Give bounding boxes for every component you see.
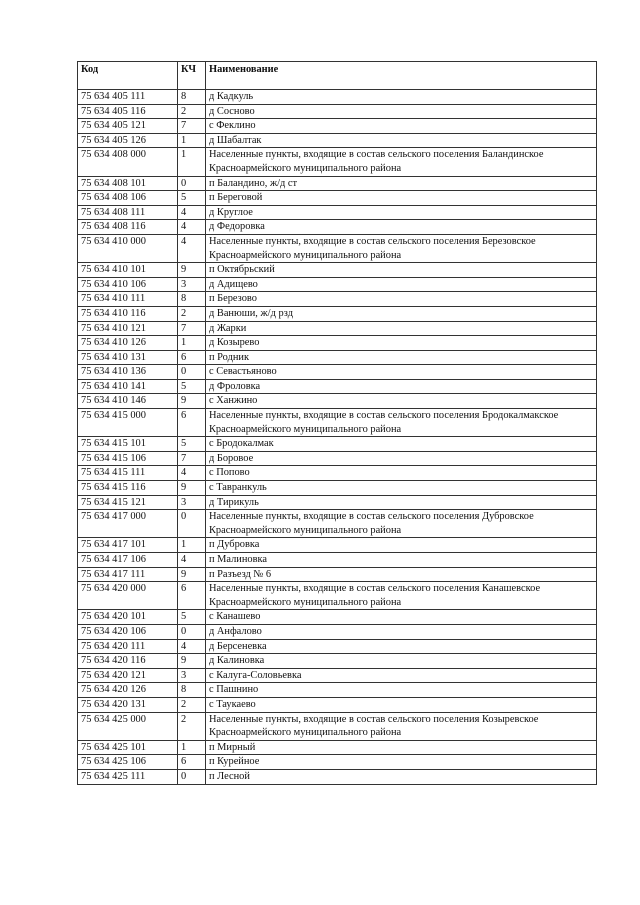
cell-code: 75 634 408 116 [78, 220, 178, 235]
table-row [78, 350, 597, 365]
cell-kch: 2 [178, 306, 206, 321]
cell-kch: 0 [178, 365, 206, 380]
cell-kch: 1 [178, 133, 206, 148]
cell-kch: 3 [178, 495, 206, 510]
table-row [78, 755, 597, 770]
cell-code: 75 634 420 111 [78, 639, 178, 654]
cell-code: 75 634 410 106 [78, 277, 178, 292]
cell-name: с Ханжино [206, 394, 597, 409]
cell-code: 75 634 410 116 [78, 306, 178, 321]
cell-name: Населенные пункты, входящие в состав сельского поселения Баландинское Красноармейского муниципального района [206, 148, 597, 176]
cell-name: с Попово [206, 466, 597, 481]
table-row [78, 538, 597, 553]
table-row [78, 292, 597, 307]
cell-kch: 0 [178, 624, 206, 639]
cell-kch: 3 [178, 277, 206, 292]
cell-name: п Лесной [206, 769, 597, 784]
table-row [78, 639, 597, 654]
cell-name: с Феклино [206, 119, 597, 134]
cell-name: п Октябрьский [206, 263, 597, 278]
table-row [78, 104, 597, 119]
cell-kch: 1 [178, 740, 206, 755]
table-row [78, 437, 597, 452]
table-row [78, 409, 597, 437]
cell-name: п Береговой [206, 191, 597, 206]
table-row [78, 119, 597, 134]
cell-name: д Козырево [206, 336, 597, 351]
cell-kch: 6 [178, 350, 206, 365]
cell-name: п Баландино, ж/д ст [206, 176, 597, 191]
cell-code: 75 634 405 126 [78, 133, 178, 148]
cell-code: 75 634 408 106 [78, 191, 178, 206]
cell-kch: 9 [178, 481, 206, 496]
table-row [78, 263, 597, 278]
cell-name: п Малиновка [206, 553, 597, 568]
cell-code: 75 634 417 111 [78, 567, 178, 582]
cell-code: 75 634 425 111 [78, 769, 178, 784]
cell-code: 75 634 410 000 [78, 234, 178, 262]
cell-kch: 9 [178, 654, 206, 669]
cell-code: 75 634 405 111 [78, 90, 178, 105]
cell-name: с Пашнино [206, 683, 597, 698]
cell-name: д Кадкуль [206, 90, 597, 105]
cell-code: 75 634 420 116 [78, 654, 178, 669]
cell-name: д Боровое [206, 451, 597, 466]
cell-name: п Мирный [206, 740, 597, 755]
cell-code: 75 634 425 101 [78, 740, 178, 755]
cell-name: д Ванюши, ж/д рзд [206, 306, 597, 321]
cell-code: 75 634 420 101 [78, 610, 178, 625]
cell-kch: 2 [178, 697, 206, 712]
cell-code: 75 634 410 101 [78, 263, 178, 278]
cell-code: 75 634 415 111 [78, 466, 178, 481]
table-row [78, 394, 597, 409]
table-row [78, 133, 597, 148]
cell-name: д Адищево [206, 277, 597, 292]
table-row [78, 495, 597, 510]
cell-kch: 3 [178, 668, 206, 683]
cell-kch: 1 [178, 538, 206, 553]
cell-kch: 5 [178, 191, 206, 206]
cell-kch: 9 [178, 394, 206, 409]
cell-kch: 8 [178, 292, 206, 307]
cell-code: 75 634 420 121 [78, 668, 178, 683]
table-row [78, 567, 597, 582]
cell-kch: 4 [178, 234, 206, 262]
cell-name: Населенные пункты, входящие в состав сельского поселения Бродокалмакское Красноармейского муниципального района [206, 409, 597, 437]
cell-name: д Фроловка [206, 379, 597, 394]
cell-name: п Березово [206, 292, 597, 307]
table-row [78, 176, 597, 191]
cell-code: 75 634 408 111 [78, 205, 178, 220]
cell-name: с Канашево [206, 610, 597, 625]
cell-kch: 4 [178, 553, 206, 568]
cell-code: 75 634 425 000 [78, 712, 178, 740]
cell-name: д Тирикуль [206, 495, 597, 510]
table-row [78, 365, 597, 380]
cell-code: 75 634 420 131 [78, 697, 178, 712]
table-row [78, 610, 597, 625]
table-header-row [78, 62, 597, 90]
cell-code: 75 634 408 000 [78, 148, 178, 176]
table-row [78, 740, 597, 755]
cell-kch: 2 [178, 712, 206, 740]
cell-code: 75 634 410 141 [78, 379, 178, 394]
table-row [78, 769, 597, 784]
cell-kch: 7 [178, 119, 206, 134]
cell-code: 75 634 415 106 [78, 451, 178, 466]
cell-kch: 9 [178, 263, 206, 278]
table-row [78, 481, 597, 496]
table-row [78, 654, 597, 669]
cell-name: с Тавранкуль [206, 481, 597, 496]
cell-kch: 2 [178, 104, 206, 119]
table-row [78, 277, 597, 292]
cell-name: с Калуга-Соловьевка [206, 668, 597, 683]
table-row [78, 683, 597, 698]
table-row [78, 712, 597, 740]
cell-name: п Дубровка [206, 538, 597, 553]
cell-kch: 5 [178, 437, 206, 452]
header-name: Наименование [206, 62, 597, 90]
cell-kch: 6 [178, 409, 206, 437]
table-row [78, 582, 597, 610]
table-row [78, 191, 597, 206]
cell-kch: 7 [178, 451, 206, 466]
cell-kch: 6 [178, 755, 206, 770]
cell-name: п Разъезд № 6 [206, 567, 597, 582]
table-row [78, 553, 597, 568]
cell-kch: 4 [178, 205, 206, 220]
cell-name: п Курейное [206, 755, 597, 770]
table-body [78, 90, 597, 785]
cell-kch: 8 [178, 683, 206, 698]
table-row [78, 379, 597, 394]
cell-name: д Калиновка [206, 654, 597, 669]
table-row [78, 234, 597, 262]
cell-code: 75 634 410 121 [78, 321, 178, 336]
cell-kch: 5 [178, 379, 206, 394]
table-row [78, 624, 597, 639]
cell-kch: 0 [178, 176, 206, 191]
cell-code: 75 634 410 126 [78, 336, 178, 351]
table-row [78, 336, 597, 351]
cell-code: 75 634 410 111 [78, 292, 178, 307]
cell-kch: 5 [178, 610, 206, 625]
cell-kch: 4 [178, 466, 206, 481]
cell-code: 75 634 415 121 [78, 495, 178, 510]
table-row [78, 205, 597, 220]
cell-code: 75 634 415 116 [78, 481, 178, 496]
cell-code: 75 634 410 131 [78, 350, 178, 365]
cell-code: 75 634 417 000 [78, 510, 178, 538]
cell-name: Населенные пункты, входящие в состав сельского поселения Канашевское Красноармейского муниципального района [206, 582, 597, 610]
cell-code: 75 634 415 101 [78, 437, 178, 452]
cell-code: 75 634 420 000 [78, 582, 178, 610]
cell-name: Населенные пункты, входящие в состав сельского поселения Дубровское Красноармейского муниципального района [206, 510, 597, 538]
table-row [78, 90, 597, 105]
cell-code: 75 634 408 101 [78, 176, 178, 191]
cell-code: 75 634 405 116 [78, 104, 178, 119]
table-row [78, 466, 597, 481]
table-row [78, 668, 597, 683]
cell-kch: 6 [178, 582, 206, 610]
table-row [78, 451, 597, 466]
table-row [78, 321, 597, 336]
table-row [78, 697, 597, 712]
cell-kch: 0 [178, 510, 206, 538]
cell-code: 75 634 410 146 [78, 394, 178, 409]
cell-name: д Шабалтак [206, 133, 597, 148]
cell-name: д Анфалово [206, 624, 597, 639]
cell-kch: 8 [178, 90, 206, 105]
table-row [78, 510, 597, 538]
cell-kch: 1 [178, 336, 206, 351]
cell-name: с Севастьяново [206, 365, 597, 380]
document-page [77, 61, 596, 785]
cell-kch: 0 [178, 769, 206, 784]
cell-name: д Берсеневка [206, 639, 597, 654]
header-kch: КЧ [178, 62, 206, 90]
cell-code: 75 634 420 106 [78, 624, 178, 639]
cell-name: п Родник [206, 350, 597, 365]
cell-code: 75 634 417 101 [78, 538, 178, 553]
cell-kch: 7 [178, 321, 206, 336]
table-row [78, 148, 597, 176]
cell-kch: 4 [178, 220, 206, 235]
cell-name: Населенные пункты, входящие в состав сельского поселения Козыревское Красноармейского муниципального района [206, 712, 597, 740]
header-code: Код [78, 62, 178, 90]
cell-name: д Круглое [206, 205, 597, 220]
cell-kch: 9 [178, 567, 206, 582]
cell-name: Населенные пункты, входящие в состав сельского поселения Березовское Красноармейского муниципального района [206, 234, 597, 262]
cell-code: 75 634 410 136 [78, 365, 178, 380]
cell-name: с Бродокалмак [206, 437, 597, 452]
cell-name: д Жарки [206, 321, 597, 336]
cell-kch: 1 [178, 148, 206, 176]
table-row [78, 306, 597, 321]
cell-name: д Сосново [206, 104, 597, 119]
cell-kch: 4 [178, 639, 206, 654]
cell-code: 75 634 417 106 [78, 553, 178, 568]
cell-code: 75 634 425 106 [78, 755, 178, 770]
cell-code: 75 634 420 126 [78, 683, 178, 698]
classifier-table [77, 61, 597, 785]
table-row [78, 220, 597, 235]
cell-name: д Федоровка [206, 220, 597, 235]
cell-code: 75 634 405 121 [78, 119, 178, 134]
cell-code: 75 634 415 000 [78, 409, 178, 437]
cell-name: с Таукаево [206, 697, 597, 712]
